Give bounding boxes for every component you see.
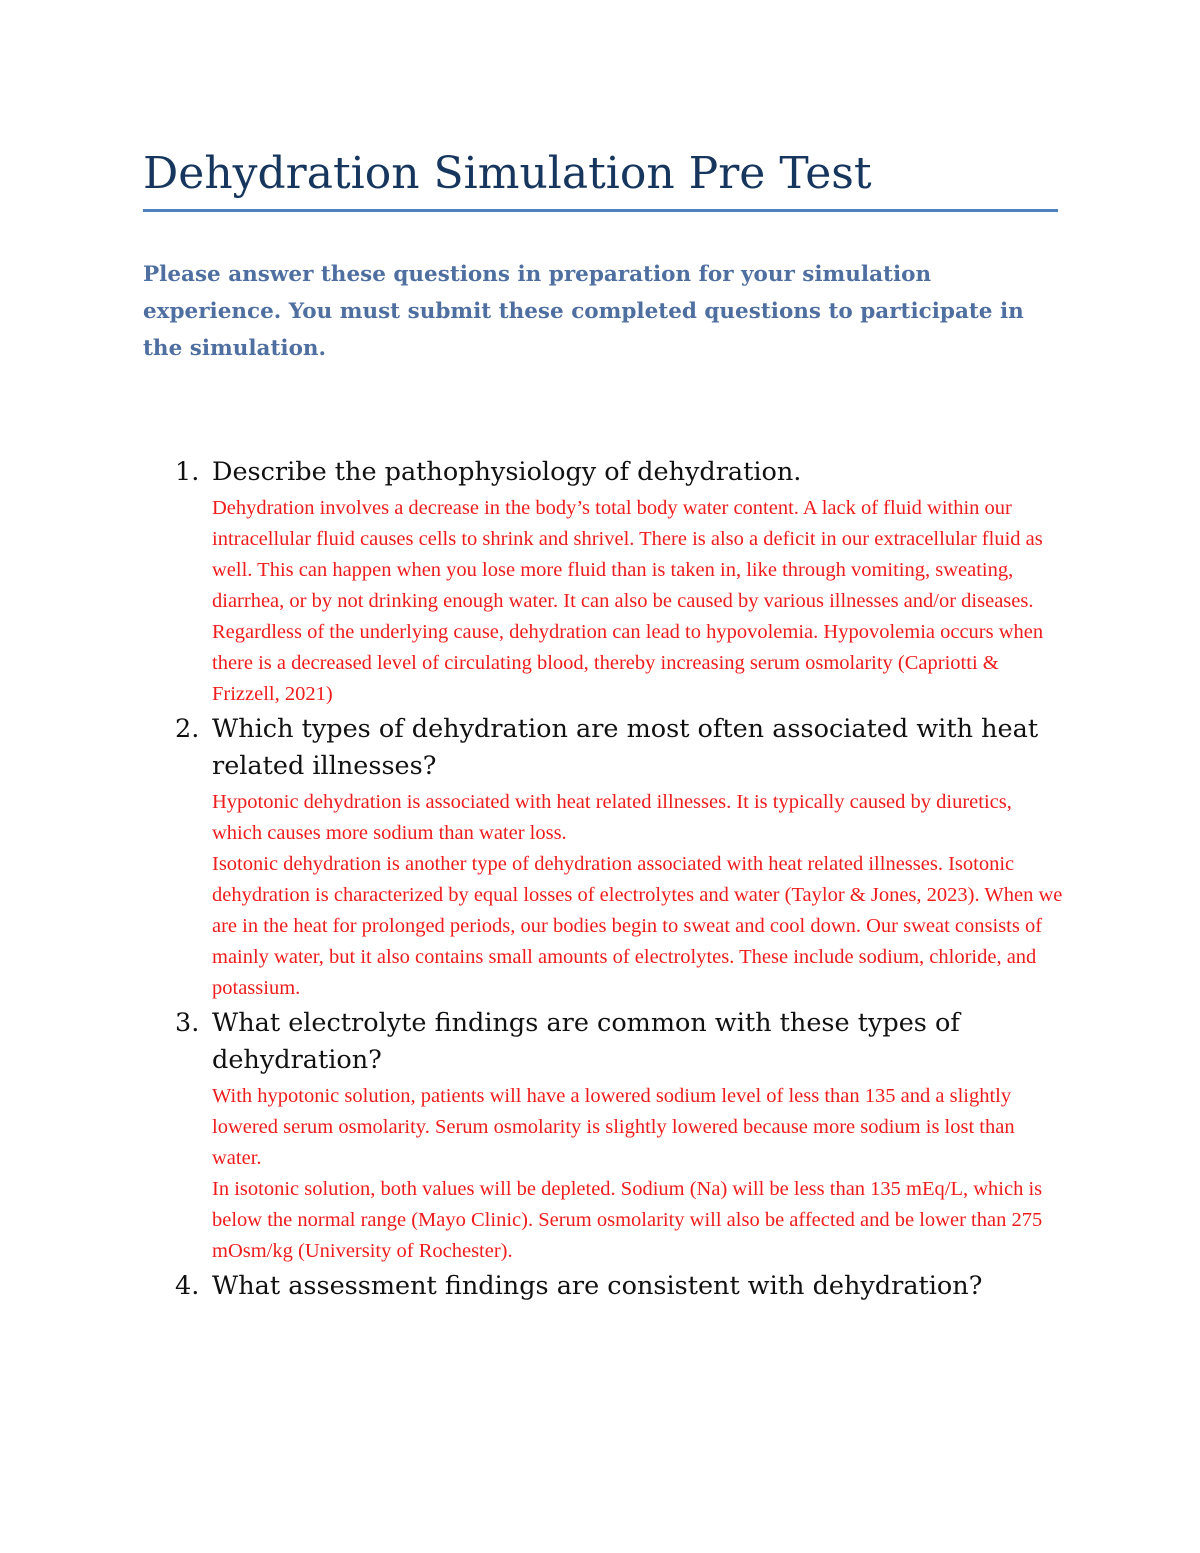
title-underline: [143, 209, 1058, 212]
question-number: 1.: [175, 457, 200, 487]
question-item: [170, 454, 1070, 710]
question-list: [170, 454, 1070, 1305]
question-text: Describe the pathophysiology of dehydration.: [212, 457, 802, 487]
intro-instructions: Please answer these questions in preparation for your simulation experience. You must submit these completed questions to participate in the simulation.: [143, 262, 1024, 361]
question-number: 3.: [175, 1008, 200, 1038]
answer-block: [212, 493, 1067, 710]
question-number: 2.: [175, 714, 200, 744]
answer-paragraph: Isotonic dehydration is another type of dehydration associated with heat related illnesses. Isotonic dehydration is characterized by equal losses of electrolytes and water (Taylor & Jones, 2023). When we are in the heat for prolonged periods, our bodies begin to sweat and cool down. Our sweat consists of mainly water, but it also contains small amounts of electrolytes. These include sodium, chloride, and potassium.: [212, 853, 1063, 999]
page-title: Dehydration Simulation Pre Test: [143, 148, 872, 199]
question-text: What electrolyte findings are common with these types of dehydration?: [212, 1008, 960, 1075]
answer-block: [212, 787, 1067, 1004]
question-text: Which types of dehydration are most often associated with heat related illnesses?: [212, 714, 1039, 781]
answer-paragraph: Dehydration involves a decrease in the body’s total body water content. A lack of fluid within our intracellular fluid causes cells to shrink and shrivel. There is also a deficit in our extracellular fluid as well. This can happen when you lose more fluid than is taken in, like through vomiting, sweating, diarrhea, or by not drinking enough water. It can also be caused by various illnesses and/or diseases. Regardless of the underlying cause, dehydration can lead to hypovolemia. Hypovolemia occurs when there is a decreased level of circulating blood, thereby increasing serum osmolarity (Capriotti & Frizzell, 2021): [212, 497, 1044, 705]
question-item: [170, 1268, 1070, 1305]
question-text: What assessment findings are consistent with dehydration?: [212, 1271, 983, 1301]
answer-block: [212, 1081, 1067, 1267]
question-item: [170, 711, 1070, 1004]
answer-paragraph: In isotonic solution, both values will be depleted. Sodium (Na) will be less than 135 mEq/L, which is below the normal range (Mayo Clinic). Serum osmolarity will also be affected and be lower than 275 mOsm/kg (University of Rochester).: [212, 1178, 1043, 1262]
answer-paragraph: Hypotonic dehydration is associated with heat related illnesses. It is typically caused by diuretics, which causes more sodium than water loss.: [212, 791, 1012, 844]
question-item: [170, 1005, 1070, 1267]
answer-paragraph: With hypotonic solution, patients will have a lowered sodium level of less than 135 and a slightly lowered serum osmolarity. Serum osmolarity is slightly lowered because more sodium is lost than water.: [212, 1085, 1015, 1169]
question-number: 4.: [175, 1271, 200, 1301]
